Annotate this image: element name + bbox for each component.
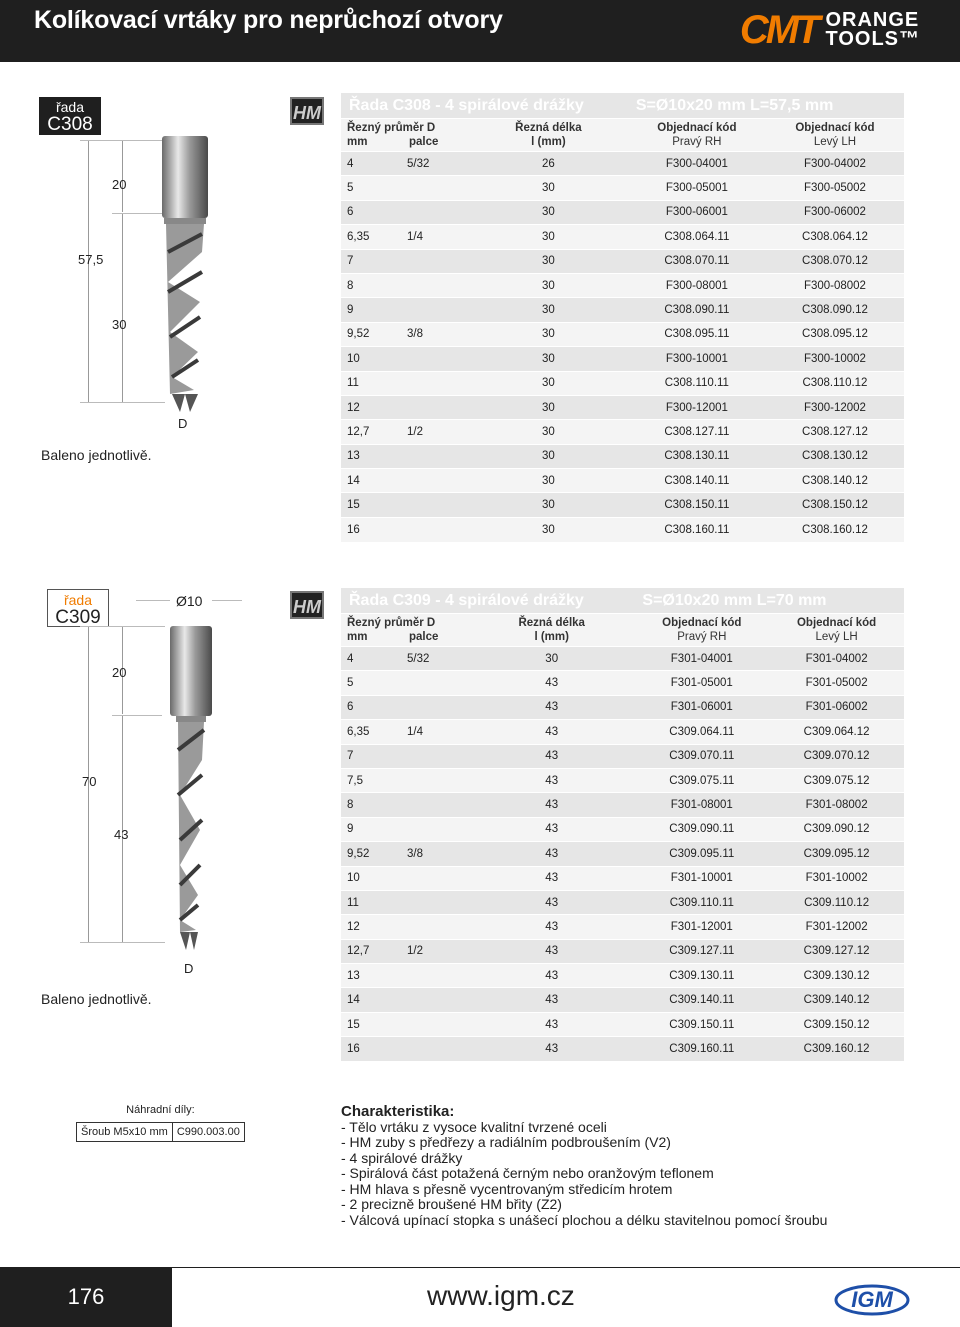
cell-code-lh: C309.090.12 xyxy=(769,817,904,841)
characteristics-item: - 2 precizně broušené HM břity (Z2) xyxy=(341,1196,562,1212)
dim-shank: 20 xyxy=(112,665,127,680)
dim-line-shank xyxy=(122,140,123,212)
table-row xyxy=(341,347,904,371)
cell-code-lh: C308.110.12 xyxy=(766,371,904,395)
drill-bit-c308-image xyxy=(150,132,220,422)
cell-cut-length: 43 xyxy=(469,720,634,744)
spare-parts-label: Náhradní díly: xyxy=(126,1104,195,1116)
table-row xyxy=(341,225,904,249)
cell-cut-length: 30 xyxy=(469,225,628,249)
cell-code-rh: C309.130.11 xyxy=(634,964,769,988)
cell-diameter-mm: 16 xyxy=(341,517,401,541)
table-row xyxy=(341,671,904,695)
cell-diameter-mm: 14 xyxy=(341,988,401,1012)
cell-diameter-mm: 8 xyxy=(341,273,401,297)
col-diameter-label: Řezný průměr D xyxy=(347,617,436,629)
cell-diameter-mm: 9 xyxy=(341,298,401,322)
cell-diameter-inch: 1/2 xyxy=(401,420,469,444)
cell-cut-length: 43 xyxy=(469,1012,634,1036)
table-row xyxy=(341,152,904,176)
cell-diameter-inch xyxy=(401,1037,469,1061)
characteristics-item: - Tělo vrtáku z vysoce kvalitní tvrzené oceli xyxy=(341,1118,607,1135)
cell-diameter-inch xyxy=(401,793,469,817)
col-mm-label: mm xyxy=(347,631,368,643)
table-row xyxy=(341,517,904,541)
col-length-sub: l (mm) xyxy=(531,136,566,148)
cell-diameter-inch xyxy=(401,469,469,493)
cell-code-lh: F301-10002 xyxy=(769,866,904,890)
badge-label: řada xyxy=(55,99,85,115)
table-title: Řada C308 - 4 spirálové drážky xyxy=(341,93,628,119)
cell-diameter-mm: 4 xyxy=(341,152,401,176)
cell-code-rh: C308.160.11 xyxy=(628,517,766,541)
cell-diameter-mm: 16 xyxy=(341,1037,401,1061)
col-rh-sub: Pravý RH xyxy=(672,136,722,148)
cell-code-rh: C309.150.11 xyxy=(634,1012,769,1036)
cell-cut-length: 30 xyxy=(469,176,628,200)
col-lh-sub: Levý LH xyxy=(815,631,858,643)
cell-code-lh: C309.150.12 xyxy=(769,1012,904,1036)
table-row xyxy=(341,744,904,768)
brand-sub2: TOOLS™ xyxy=(825,28,920,50)
cell-diameter-inch xyxy=(401,176,469,200)
cell-code-rh: F300-10001 xyxy=(628,347,766,371)
page-title: Kolíkovací vrtáky pro neprůchozí otvory xyxy=(34,6,503,34)
cell-code-lh: C308.127.12 xyxy=(766,420,904,444)
cell-cut-length: 43 xyxy=(469,817,634,841)
cell-code-rh: C308.090.11 xyxy=(628,298,766,322)
dim-tick xyxy=(112,715,162,716)
dim-flute: 43 xyxy=(114,827,129,842)
dim-shank: 20 xyxy=(112,177,127,192)
cell-diameter-inch: 3/8 xyxy=(401,322,469,346)
page-header xyxy=(0,0,960,62)
cell-code-lh: C308.095.12 xyxy=(766,322,904,346)
cell-diameter-mm: 5 xyxy=(341,671,401,695)
cell-cut-length: 30 xyxy=(469,517,628,541)
cell-code-lh: F300-06002 xyxy=(766,200,904,224)
cell-diameter-inch xyxy=(401,249,469,273)
cell-diameter-inch xyxy=(401,817,469,841)
cell-diameter-inch xyxy=(401,695,469,719)
dim-tick xyxy=(136,600,170,601)
cell-diameter-mm: 5 xyxy=(341,176,401,200)
cell-cut-length: 26 xyxy=(469,152,628,176)
cell-diameter-inch: 5/32 xyxy=(401,152,469,176)
col-lh-label: Objednací kód xyxy=(795,122,875,134)
spare-code: C990.003.00 xyxy=(172,1123,244,1142)
cell-code-lh: C308.070.12 xyxy=(766,249,904,273)
cell-diameter-mm: 15 xyxy=(341,493,401,517)
dim-shank-diameter: Ø10 xyxy=(176,593,203,609)
cell-diameter-mm: 8 xyxy=(341,793,401,817)
spare-parts-table xyxy=(76,1122,245,1142)
col-diameter xyxy=(341,119,469,152)
cell-cut-length: 30 xyxy=(469,347,628,371)
col-inch-label: palce xyxy=(409,136,439,148)
badge-code: C308 xyxy=(47,114,93,135)
col-lh-sub: Levý LH xyxy=(813,136,857,148)
table-row xyxy=(341,817,904,841)
cell-diameter-inch xyxy=(401,964,469,988)
cell-cut-length: 43 xyxy=(469,768,634,792)
col-lh xyxy=(769,614,904,647)
table-row xyxy=(341,695,904,719)
cell-diameter-inch: 1/4 xyxy=(401,225,469,249)
cell-diameter-inch xyxy=(401,768,469,792)
cell-diameter-inch xyxy=(401,866,469,890)
col-lh xyxy=(766,119,904,152)
cell-code-lh: C309.095.12 xyxy=(769,842,904,866)
cell-code-rh: C309.064.11 xyxy=(634,720,769,744)
col-rh xyxy=(628,119,766,152)
cell-diameter-mm: 6 xyxy=(341,695,401,719)
dim-diameter: D xyxy=(178,416,188,431)
cell-diameter-inch: 1/4 xyxy=(401,720,469,744)
badge-label: řada xyxy=(63,592,93,608)
cell-code-lh: C309.130.12 xyxy=(769,964,904,988)
cell-cut-length: 43 xyxy=(469,842,634,866)
cell-diameter-inch xyxy=(401,744,469,768)
cell-code-lh: F301-05002 xyxy=(769,671,904,695)
page-footer xyxy=(0,1267,960,1327)
brand-sub1: ORANGE xyxy=(825,9,920,31)
cell-code-rh: F301-06001 xyxy=(634,695,769,719)
table-row xyxy=(341,273,904,297)
col-diameter-label: Řezný průměr D xyxy=(347,122,436,134)
cell-cut-length: 30 xyxy=(469,322,628,346)
characteristics-item: - Spirálová část potažená černým nebo oranžovým teflonem xyxy=(341,1165,714,1181)
table-row xyxy=(341,200,904,224)
cell-cut-length: 30 xyxy=(469,469,628,493)
table-row xyxy=(341,322,904,346)
table-row xyxy=(341,249,904,273)
cell-code-lh: C308.090.12 xyxy=(766,298,904,322)
col-inch-label: palce xyxy=(409,631,439,643)
cell-code-rh: C308.095.11 xyxy=(628,322,766,346)
cell-diameter-mm: 13 xyxy=(341,964,401,988)
table-row xyxy=(341,444,904,468)
cell-cut-length: 43 xyxy=(469,890,634,914)
cell-code-lh: C308.150.12 xyxy=(766,493,904,517)
cell-diameter-mm: 15 xyxy=(341,1012,401,1036)
spec-table-c308 xyxy=(341,92,904,542)
cell-code-rh: F301-05001 xyxy=(634,671,769,695)
col-diameter xyxy=(341,614,469,647)
igm-logo-text: IGM xyxy=(851,1287,893,1312)
table-row xyxy=(341,298,904,322)
cell-code-rh: C309.090.11 xyxy=(634,817,769,841)
cell-cut-length: 30 xyxy=(469,371,628,395)
cell-code-lh: F300-08002 xyxy=(766,273,904,297)
cell-cut-length: 43 xyxy=(469,744,634,768)
cell-diameter-inch xyxy=(401,1012,469,1036)
cell-diameter-mm: 9 xyxy=(341,817,401,841)
dim-line-flute xyxy=(122,214,123,402)
table-row xyxy=(341,1012,904,1036)
cell-diameter-inch xyxy=(401,890,469,914)
cell-diameter-inch xyxy=(401,915,469,939)
cell-code-lh: C308.064.12 xyxy=(766,225,904,249)
series-badge-c309 xyxy=(47,589,109,627)
cell-cut-length: 30 xyxy=(469,200,628,224)
cell-code-rh: C308.127.11 xyxy=(628,420,766,444)
table-row xyxy=(341,720,904,744)
cell-code-rh: C308.070.11 xyxy=(628,249,766,273)
cell-code-rh: C308.140.11 xyxy=(628,469,766,493)
cell-code-lh: C308.130.12 xyxy=(766,444,904,468)
cell-cut-length: 30 xyxy=(469,493,628,517)
series-badge-c308 xyxy=(39,97,101,135)
dim-total: 70 xyxy=(82,774,97,789)
cell-diameter-mm: 6,35 xyxy=(341,225,401,249)
cell-diameter-inch: 1/2 xyxy=(401,939,469,963)
col-rh xyxy=(634,614,769,647)
cell-diameter-mm: 11 xyxy=(341,371,401,395)
cell-cut-length: 43 xyxy=(469,671,634,695)
hm-icon: HM xyxy=(290,97,324,125)
cell-diameter-inch xyxy=(401,671,469,695)
cell-code-lh: C309.110.12 xyxy=(769,890,904,914)
cell-diameter-mm: 10 xyxy=(341,347,401,371)
table-row xyxy=(341,469,904,493)
cell-cut-length: 30 xyxy=(469,647,634,671)
cell-diameter-mm: 13 xyxy=(341,444,401,468)
cell-code-lh: F300-10002 xyxy=(766,347,904,371)
table-row xyxy=(341,939,904,963)
cell-diameter-mm: 12 xyxy=(341,915,401,939)
cell-code-lh: C309.070.12 xyxy=(769,744,904,768)
cell-cut-length: 30 xyxy=(469,444,628,468)
cell-code-rh: C309.110.11 xyxy=(634,890,769,914)
table-spec: S=Ø10x20 mm L=70 mm xyxy=(634,588,904,614)
characteristics xyxy=(341,1104,827,1228)
table-title: Řada C309 - 4 spirálové drážky xyxy=(341,588,634,614)
cell-cut-length: 43 xyxy=(469,988,634,1012)
col-rh-label: Objednací kód xyxy=(662,617,742,629)
cell-code-lh: F301-04002 xyxy=(769,647,904,671)
cell-cut-length: 43 xyxy=(469,939,634,963)
cell-diameter-mm: 9,52 xyxy=(341,322,401,346)
cell-cut-length: 30 xyxy=(469,273,628,297)
cell-diameter-mm: 9,52 xyxy=(341,842,401,866)
col-mm-label: mm xyxy=(347,136,368,148)
table-row xyxy=(341,866,904,890)
characteristics-heading: Charakteristika: xyxy=(341,1103,455,1120)
col-length xyxy=(469,119,628,152)
cell-code-lh: C309.127.12 xyxy=(769,939,904,963)
cell-cut-length: 30 xyxy=(469,395,628,419)
cell-diameter-inch xyxy=(401,371,469,395)
cell-code-lh: F301-08002 xyxy=(769,793,904,817)
cell-diameter-inch xyxy=(401,988,469,1012)
cell-code-rh: F300-06001 xyxy=(628,200,766,224)
cell-diameter-inch: 5/32 xyxy=(401,647,469,671)
drill-bit-c309-image xyxy=(160,620,220,960)
dim-diameter: D xyxy=(184,961,194,976)
cell-diameter-inch: 3/8 xyxy=(401,842,469,866)
cmt-logo xyxy=(740,6,920,54)
col-lh-label: Objednací kód xyxy=(796,617,877,629)
cmt-logo-text: CMT xyxy=(739,8,818,52)
spare-parts xyxy=(76,1104,245,1142)
table-row xyxy=(341,890,904,914)
cell-code-lh: F300-12002 xyxy=(766,395,904,419)
dim-tick xyxy=(80,942,165,943)
table-row xyxy=(341,493,904,517)
table-row xyxy=(341,371,904,395)
cell-diameter-mm: 7,5 xyxy=(341,768,401,792)
table-spec: S=Ø10x20 mm L=57,5 mm xyxy=(628,93,904,119)
cell-code-lh: C309.160.12 xyxy=(769,1037,904,1061)
cell-cut-length: 43 xyxy=(469,866,634,890)
cell-code-rh: C309.127.11 xyxy=(634,939,769,963)
hm-icon: HM xyxy=(290,591,324,619)
packaging-note: Baleno jednotlivě. xyxy=(41,991,152,1007)
cell-diameter-mm: 6,35 xyxy=(341,720,401,744)
cell-code-lh: F300-04002 xyxy=(766,152,904,176)
cell-diameter-mm: 6 xyxy=(341,200,401,224)
col-length-sub: l (mm) xyxy=(534,631,569,643)
cell-diameter-inch xyxy=(401,395,469,419)
website-link[interactable]: www.igm.cz xyxy=(427,1280,575,1311)
spare-item: Šroub M5x10 mm xyxy=(77,1123,173,1142)
cell-code-lh: C308.140.12 xyxy=(766,469,904,493)
cell-diameter-inch xyxy=(401,444,469,468)
cell-code-rh: C308.110.11 xyxy=(628,371,766,395)
table-row xyxy=(341,915,904,939)
cell-code-lh: C309.140.12 xyxy=(769,988,904,1012)
dim-total: 57,5 xyxy=(78,252,104,267)
col-length-label: Řezná délka xyxy=(518,617,585,629)
cell-cut-length: 30 xyxy=(469,249,628,273)
characteristics-item: - Válcová upínací stopka s unášecí plochou a délku stavitelnou pomocí šroubu xyxy=(341,1211,828,1228)
cell-diameter-mm: 4 xyxy=(341,647,401,671)
table-row xyxy=(341,647,904,671)
cell-code-lh: F301-12002 xyxy=(769,915,904,939)
cell-diameter-mm: 12 xyxy=(341,395,401,419)
cell-diameter-mm: 12,7 xyxy=(341,420,401,444)
characteristics-item: - HM zuby s předřezy a radiálním podbroušením (V2) xyxy=(341,1134,671,1150)
spec-table-c309 xyxy=(341,587,904,1061)
cell-cut-length: 43 xyxy=(469,793,634,817)
cell-diameter-inch xyxy=(401,273,469,297)
cell-code-rh: C308.130.11 xyxy=(628,444,766,468)
badge-code: C309 xyxy=(55,607,101,628)
cell-diameter-mm: 7 xyxy=(341,249,401,273)
cell-code-lh: F301-06002 xyxy=(769,695,904,719)
cell-code-lh: F300-05002 xyxy=(766,176,904,200)
table-row xyxy=(341,964,904,988)
cell-diameter-inch xyxy=(401,493,469,517)
cell-code-rh: F301-12001 xyxy=(634,915,769,939)
igm-logo xyxy=(832,1276,912,1320)
cell-diameter-inch xyxy=(401,347,469,371)
col-length xyxy=(469,614,634,647)
cell-diameter-inch xyxy=(401,200,469,224)
cell-code-rh: F301-04001 xyxy=(634,647,769,671)
cell-code-rh: C309.095.11 xyxy=(634,842,769,866)
table-row xyxy=(341,1037,904,1061)
footer-bar xyxy=(172,1267,960,1327)
cell-diameter-mm: 11 xyxy=(341,890,401,914)
cell-code-rh: F300-04001 xyxy=(628,152,766,176)
table-row xyxy=(341,768,904,792)
page-number: 176 xyxy=(67,1284,105,1309)
cell-diameter-mm: 10 xyxy=(341,866,401,890)
cell-code-lh: C308.160.12 xyxy=(766,517,904,541)
col-length-label: Řezná délka xyxy=(515,122,582,134)
cell-code-rh: C309.160.11 xyxy=(634,1037,769,1061)
cell-code-rh: F301-08001 xyxy=(634,793,769,817)
orange-tools-logo-text xyxy=(825,11,920,49)
cell-diameter-mm: 12,7 xyxy=(341,939,401,963)
cell-diameter-mm: 7 xyxy=(341,744,401,768)
table-row xyxy=(341,395,904,419)
cell-cut-length: 30 xyxy=(469,420,628,444)
dim-tick xyxy=(80,626,165,627)
col-rh-label: Objednací kód xyxy=(657,122,737,134)
cell-code-rh: F301-10001 xyxy=(634,866,769,890)
cell-code-rh: C309.075.11 xyxy=(634,768,769,792)
table-row xyxy=(341,988,904,1012)
cell-code-rh: C309.140.11 xyxy=(634,988,769,1012)
cell-cut-length: 43 xyxy=(469,695,634,719)
dim-tick xyxy=(212,600,242,601)
table-row xyxy=(341,176,904,200)
cell-cut-length: 43 xyxy=(469,1037,634,1061)
cell-cut-length: 43 xyxy=(469,964,634,988)
col-rh-sub: Pravý RH xyxy=(677,631,727,643)
cell-code-rh: C309.070.11 xyxy=(634,744,769,768)
cell-code-rh: F300-08001 xyxy=(628,273,766,297)
table-row xyxy=(341,793,904,817)
table-row xyxy=(341,420,904,444)
cell-code-lh: C309.064.12 xyxy=(769,720,904,744)
cell-diameter-inch xyxy=(401,298,469,322)
cell-code-lh: C309.075.12 xyxy=(769,768,904,792)
cell-code-rh: C308.064.11 xyxy=(628,225,766,249)
dim-line-total xyxy=(88,140,89,403)
characteristics-item: - HM hlava s přesně vycentrovaným středicím hrotem xyxy=(341,1180,673,1197)
cell-diameter-mm: 14 xyxy=(341,469,401,493)
cell-code-rh: C308.150.11 xyxy=(628,493,766,517)
cell-cut-length: 30 xyxy=(469,298,628,322)
characteristics-item: - 4 spirálové drážky xyxy=(341,1149,463,1166)
cell-diameter-inch xyxy=(401,517,469,541)
dim-flute: 30 xyxy=(112,317,127,332)
table-row xyxy=(341,842,904,866)
cell-code-rh: F300-12001 xyxy=(628,395,766,419)
cell-code-rh: F300-05001 xyxy=(628,176,766,200)
packaging-note: Baleno jednotlivě. xyxy=(41,447,152,463)
cell-cut-length: 43 xyxy=(469,915,634,939)
